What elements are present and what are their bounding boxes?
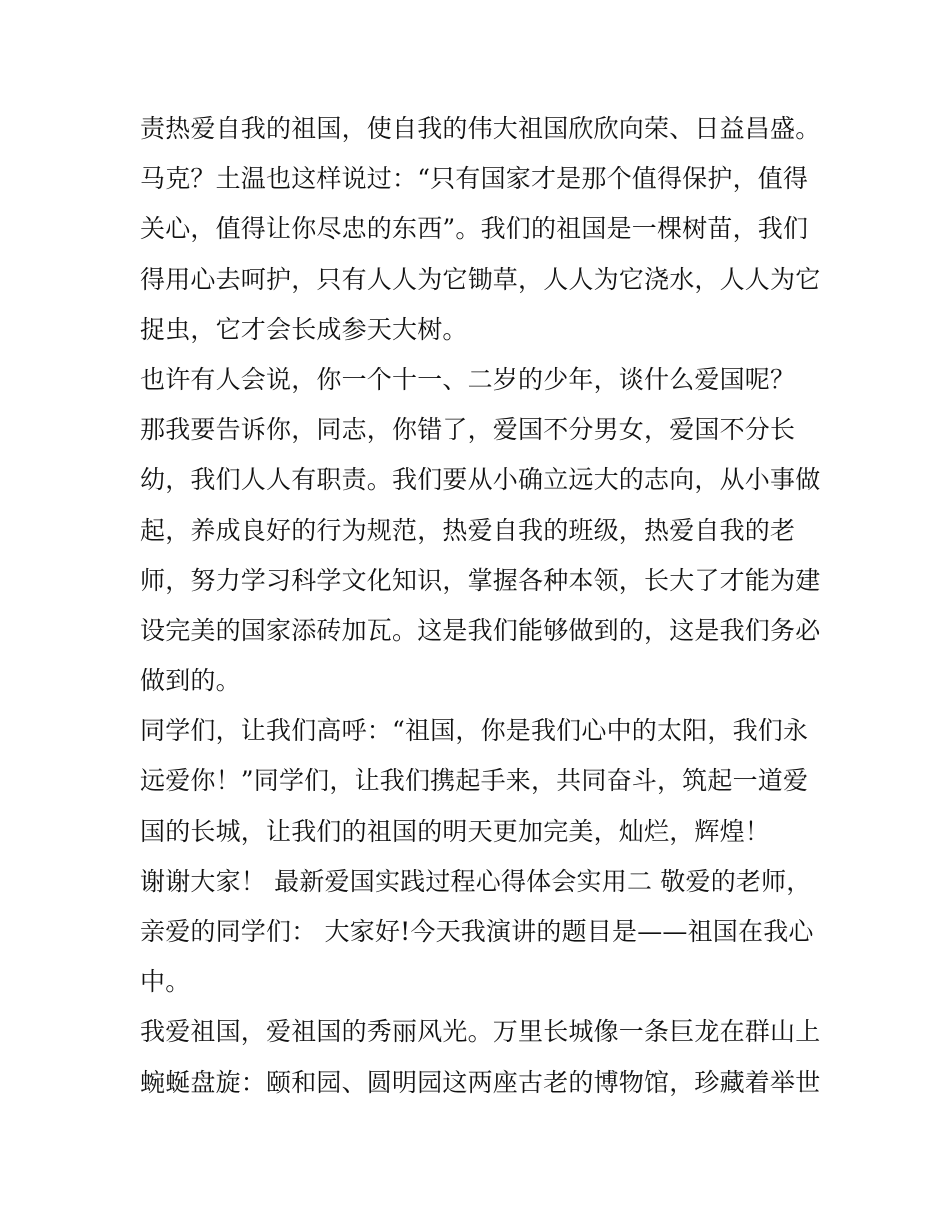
text-line: 同学们，让我们高呼：“祖国，你是我们心中的太阳，我们永 xyxy=(140,716,809,746)
text-line: 我爱祖国，爱祖国的秀丽风光。万里长城像一条巨龙在群山上 xyxy=(140,1017,821,1047)
text-line: 远爱你！”同学们，让我们携起手来，共同奋斗，筑起一道爱 xyxy=(140,766,809,796)
text-line: 蜿蜒盘旋：颐和园、圆明园这两座古老的博物馆，珍藏着举世 xyxy=(140,1067,821,1097)
text-line: 捉虫，它才会长成参天大树。 xyxy=(140,314,468,344)
text-line: 国的长城，让我们的祖国的明天更加完美，灿烂，辉煌！ xyxy=(140,816,771,846)
text-line: 得用心去呵护，只有人人为它锄草，人人为它浇水，人人为它 xyxy=(140,264,821,294)
text-line: 中。 xyxy=(140,967,191,997)
text-line: 亲爱的同学们： 大家好!今天我演讲的题目是——祖国在我心 xyxy=(140,917,814,946)
text-line: 关心，值得让你尽忠的东西”。我们的祖国是一棵树苗，我们 xyxy=(140,214,809,244)
document-body xyxy=(140,104,820,1108)
text-line: 那我要告诉你，同志，你错了，爱国不分男女，爱国不分长 xyxy=(140,415,796,445)
text-line: 设完美的国家添砖加瓦。这是我们能够做到的，这是我们务必 xyxy=(140,615,821,645)
text-line: 谢谢大家！ 最新爱国实践过程心得体会实用二 敬爱的老师， xyxy=(140,866,812,896)
text-line: 马克？土温也这样说过：“只有国家才是那个值得保护，值得 xyxy=(140,164,809,194)
text-line: 责热爱自我的祖国，使自我的伟大祖国欣欣向荣、日益昌盛。 xyxy=(140,114,821,143)
text-line: 也许有人会说，你一个十一、二岁的少年，谈什么爱国呢？ xyxy=(140,364,796,394)
text-line: 做到的。 xyxy=(140,666,241,696)
text-line: 起，养成良好的行为规范，热爱自我的班级，热爱自我的老 xyxy=(140,515,796,545)
text-line: 师，努力学习科学文化知识，掌握各种本领，长大了才能为建 xyxy=(140,565,821,595)
text-line: 幼，我们人人有职责。我们要从小确立远大的志向，从小事做 xyxy=(140,465,821,495)
